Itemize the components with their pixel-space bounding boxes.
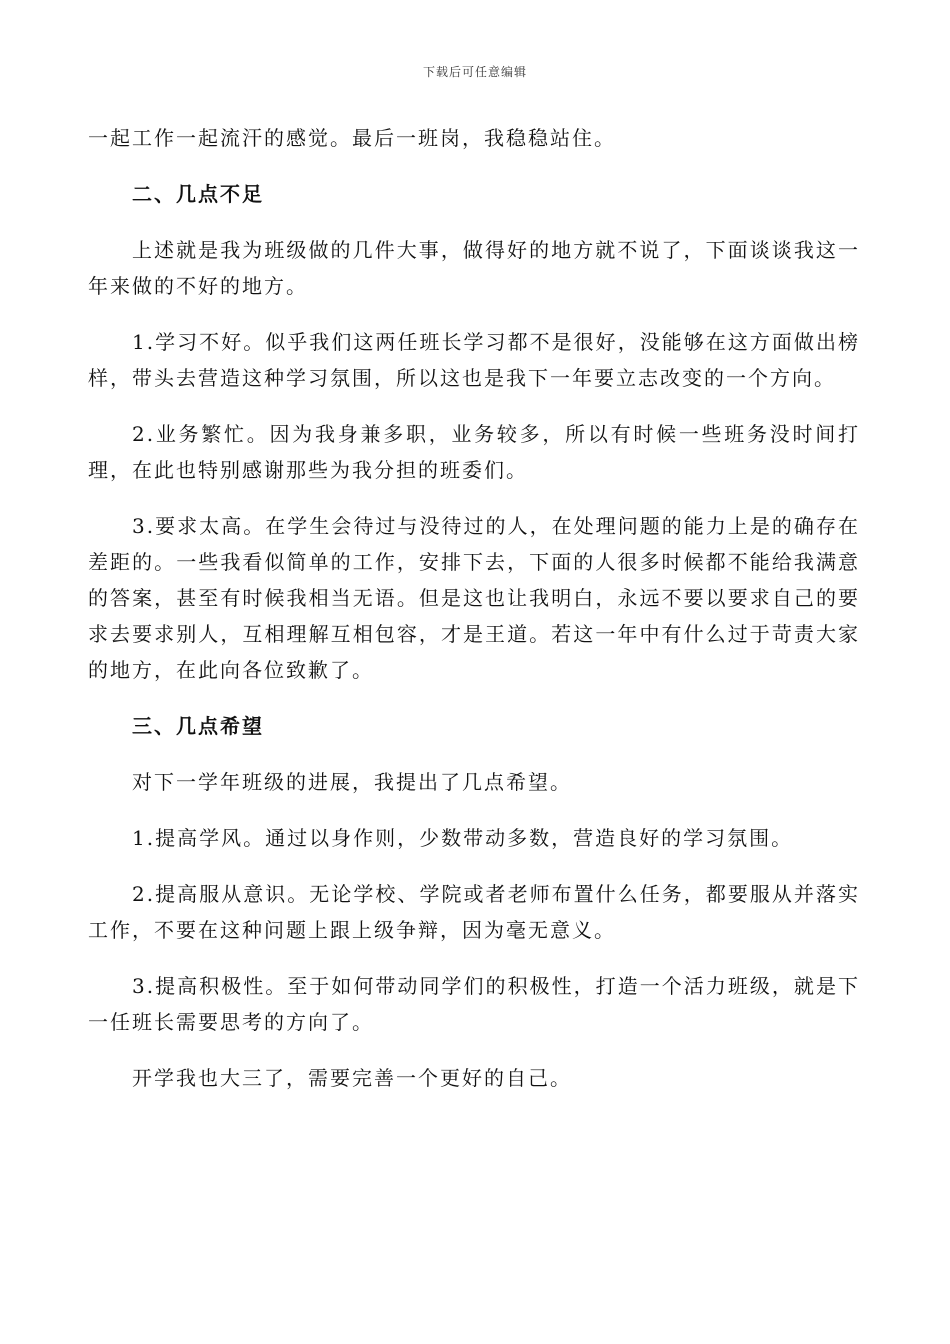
document-body — [88, 120, 860, 1116]
paragraph-hopes-intro: 对下一学年班级的进展，我提出了几点希望。 — [132, 770, 572, 794]
paragraph-hope-2: 2.提高服从意识。无论学校、学院或者老师布置什么任务，都要服从并落实工作，不要在这种问题上跟上级争辩，因为毫无意义。 — [88, 882, 860, 942]
paragraph-shortcomings-intro: 上述就是我为班级做的几件大事，做得好的地方就不说了，下面谈谈我这一年来做的不好的地方。 — [88, 238, 860, 298]
paragraph-hope-3: 3.提高积极性。至于如何带动同学们的积极性，打造一个活力班级，就是下一任班长需要思考的方向了。 — [88, 974, 860, 1034]
page-header: 下载后可任意编辑 — [422, 65, 527, 79]
section-heading-hopes: 三、几点希望 — [132, 714, 264, 738]
paragraph-shortcoming-1: 1.学习不好。似乎我们这两任班长学习都不是很好，没能够在这方面做出榜样，带头去营造这种学习氛围，所以这也是我下一年要立志改变的一个方向。 — [88, 330, 860, 390]
paragraph-continuation: 一起工作一起流汗的感觉。最后一班岗，我稳稳站住。 — [88, 126, 616, 150]
section-heading-shortcomings: 二、几点不足 — [132, 182, 264, 206]
paragraph-shortcoming-2: 2.业务繁忙。因为我身兼多职，业务较多，所以有时候一些班务没时间打理，在此也特别感谢那些为我分担的班委们。 — [88, 422, 860, 482]
paragraph-shortcoming-3: 3.要求太高。在学生会待过与没待过的人，在处理问题的能力上是的确存在差距的。一些我看似简单的工作，安排下去，下面的人很多时候都不能给我满意的答案，甚至有时候我相当无语。但是这也让我明白，永远不要以要求自己的要求去要求别人，互相理解互相包容，才是王道。若这一年中有什么过于苛责大家的地方，在此向各位致歉了。 — [88, 514, 860, 682]
paragraph-closing: 开学我也大三了，需要完善一个更好的自己。 — [132, 1066, 572, 1090]
paragraph-hope-1: 1.提高学风。通过以身作则，少数带动多数，营造良好的学习氛围。 — [132, 826, 794, 850]
